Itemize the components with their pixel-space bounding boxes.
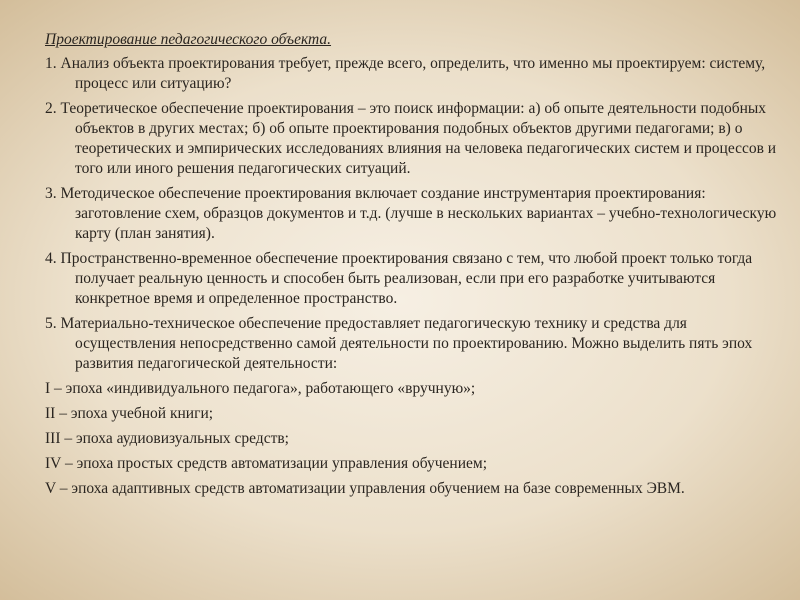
paragraph-2: 2. Теоретическое обеспечение проектирования – это поиск информации: а) об опыте деятельности подобных объектов в других местах; б) об опыте проектирования подобных объектов другими педагогами; в) о теоретических и эмпирических исследованиях влияния на человека педагогических систем и процессов и того или иного решения педагогических ситуаций. [45,100,777,177]
epoch-item-2: II – эпоха учебной книги; [45,405,214,422]
epoch-item-3: III – эпоха аудиовизуальных средств; [45,430,289,447]
paragraph-1: 1. Анализ объекта проектирования требует, прежде всего, определить, что именно мы проектируем: систему, процесс или ситуацию? [45,55,766,92]
paragraph-3: 3. Методическое обеспечение проектирования включает создание инструментария проектирования: заготовление схем, образцов документов и т.д. (лучше в нескольких вариантах – учебно-технологическую карту (план занятия). [45,185,777,242]
epoch-item-5: V – эпоха адаптивных средств автоматизации управления обучением на базе современных ЭВМ. [45,480,685,497]
paragraph-5: 5. Материально-техническое обеспечение предоставляет педагогическую технику и средства для осуществления непосредственно самой деятельности по проектированию. Можно выделить пять эпох развития педагогической деятельности: [45,315,753,372]
slide-content [45,30,780,499]
epoch-item-4: IV – эпоха простых средств автоматизации управления обучением; [45,455,487,472]
paragraph-4: 4. Пространственно-временное обеспечение проектирования связано с тем, что любой проект только тогда получает реальную ценность и способен быть реализован, если при его разработке учитываются конкретное время и определенное пространство. [45,250,753,307]
epoch-item-1: I – эпоха «индивидуального педагога», работающего «вручную»; [45,380,476,397]
slide-title: Проектирование педагогического объекта. [45,31,332,48]
